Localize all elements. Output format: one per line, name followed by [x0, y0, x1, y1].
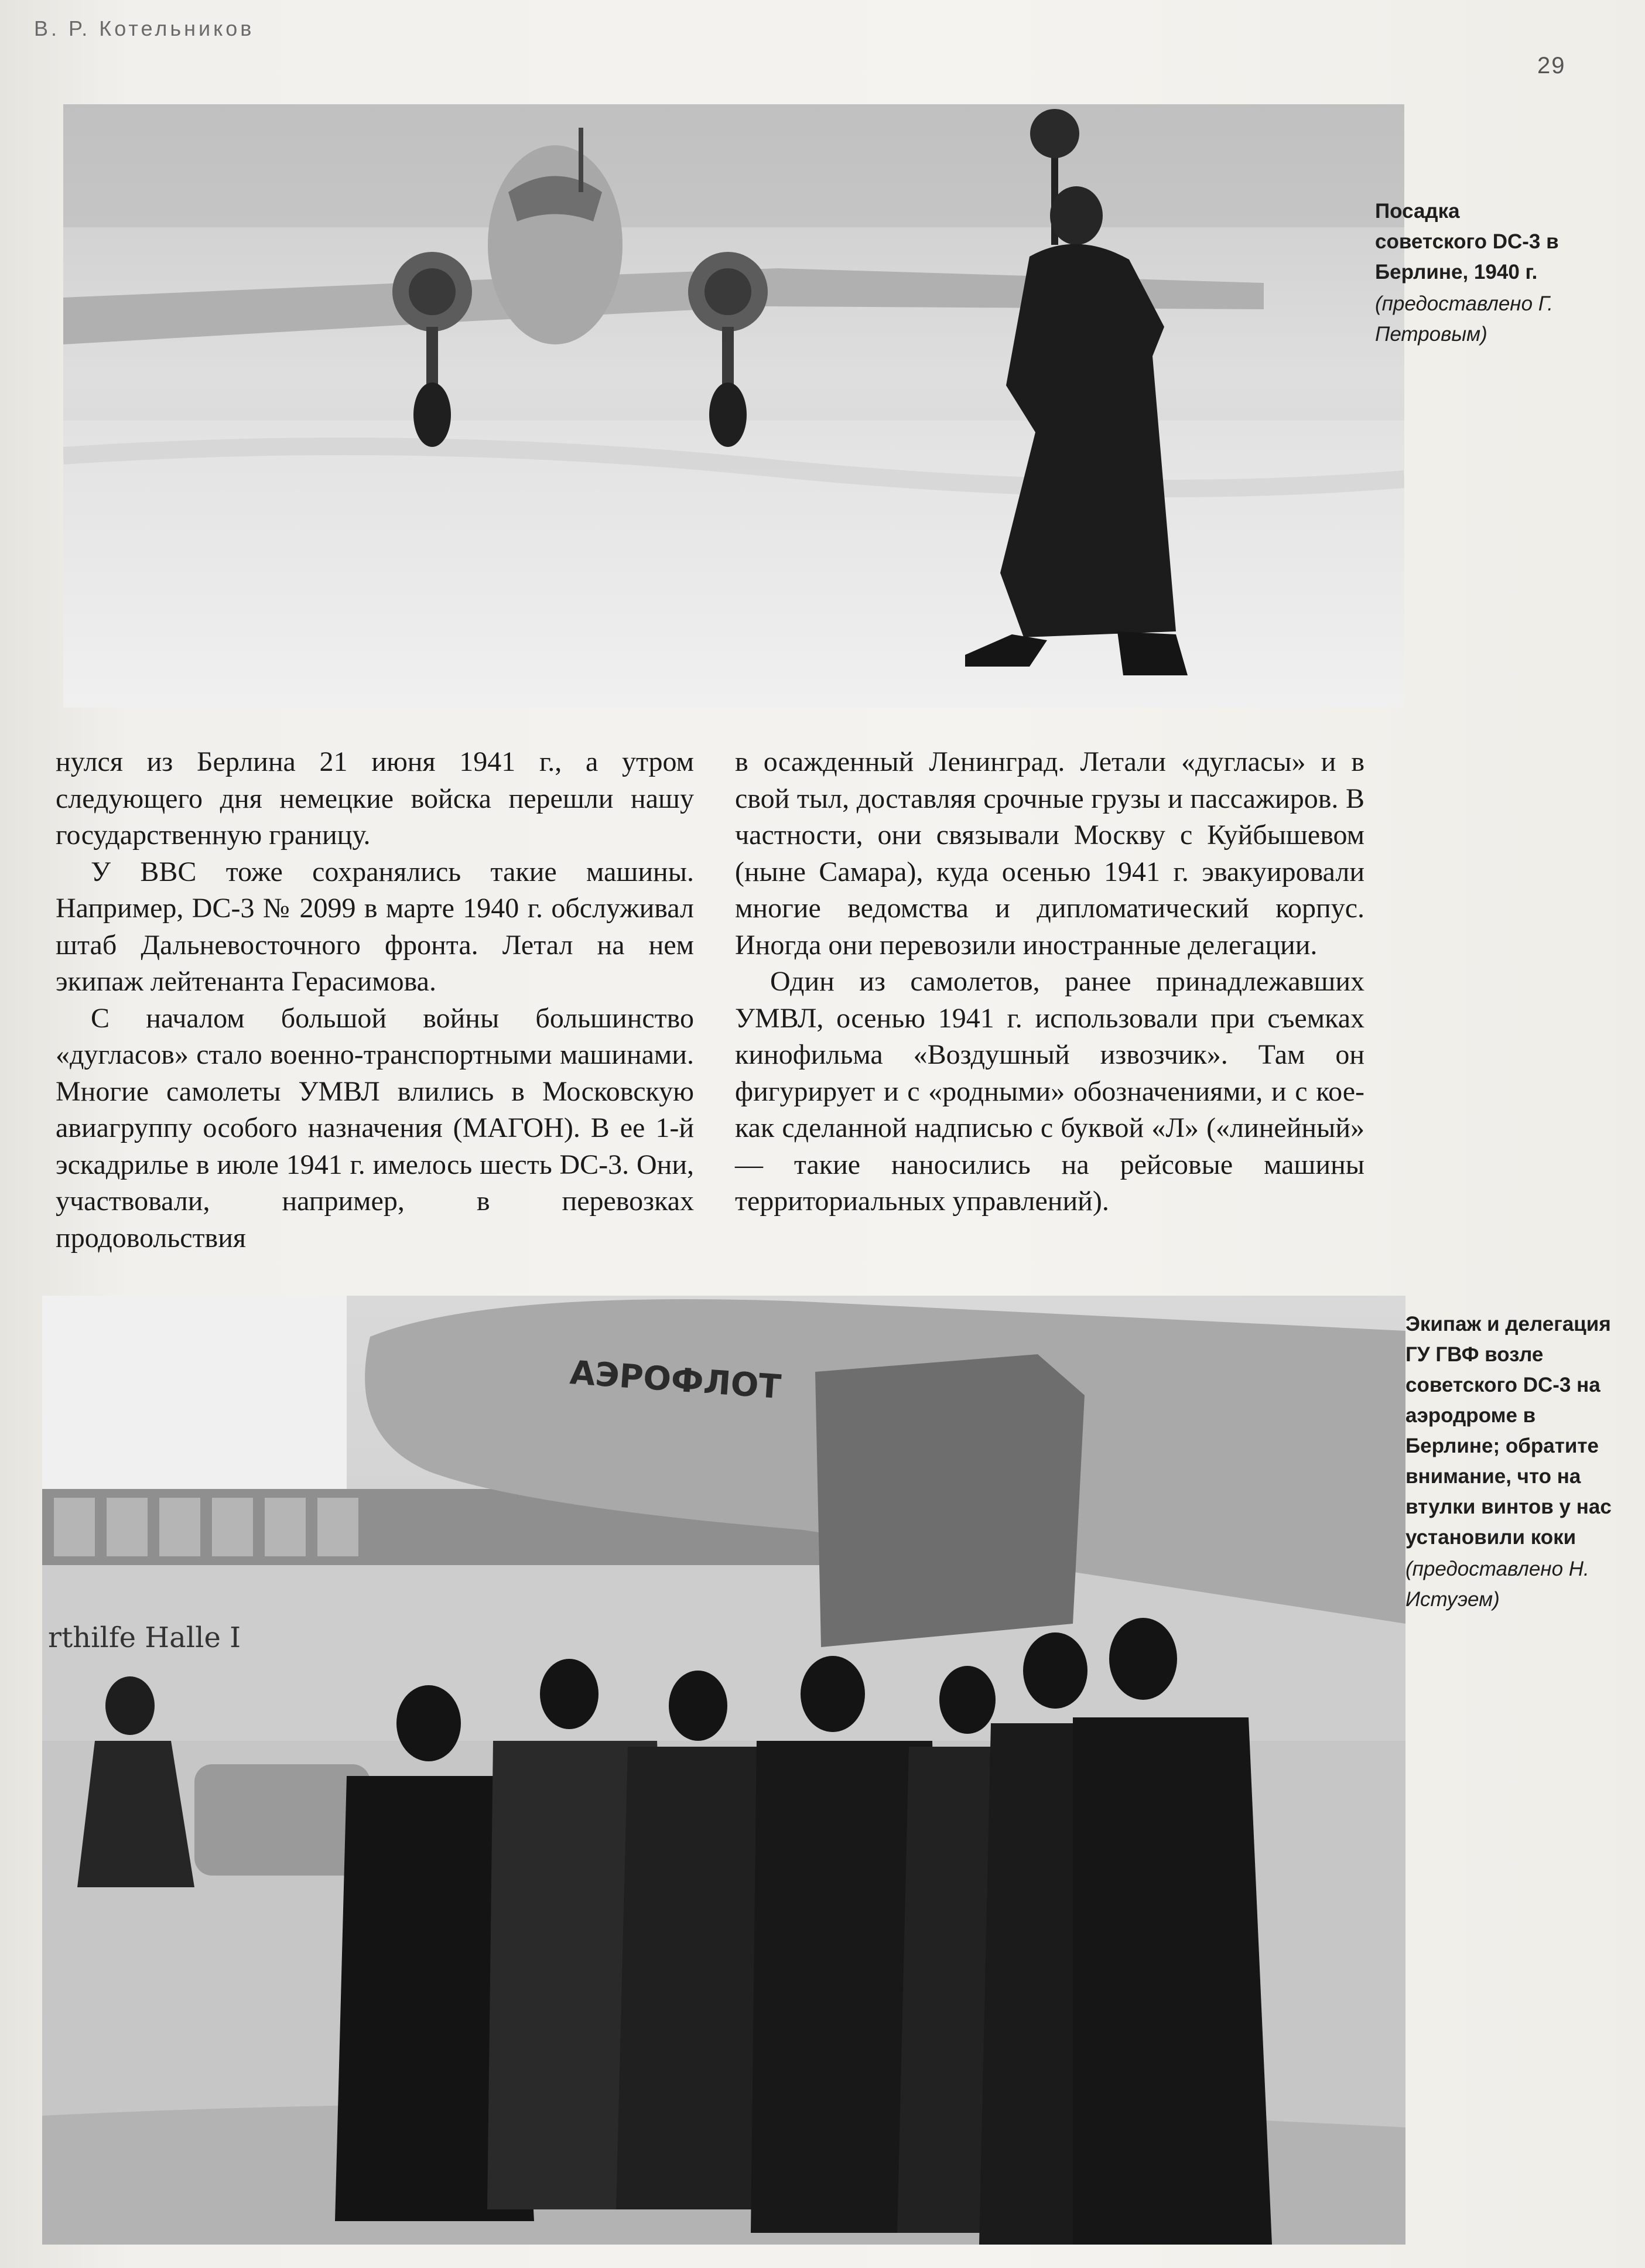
top-caption-credit: (предоставлено Г. Петровым) [1375, 292, 1554, 346]
bottom-photo-crew-delegation [42, 1296, 1405, 2245]
airplane-photo-illustration [63, 104, 1404, 708]
bottom-caption-credit: (предоставлено Н. Истуэем) [1405, 1557, 1589, 1611]
hangar-sign: rthilfe Halle I [48, 1621, 241, 1654]
top-photo-caption [1375, 196, 1568, 350]
text-column-left [56, 744, 694, 1256]
paragraph: в осажденный Ленинград. Летали «дугласы» и в свой тыл, доставляя срочные грузы и пассажиров. В частности, они связывали Москву с Куйбышевом (ныне Самара), куда осенью 1941 г. эвакуировали многие ведомства и дипломатический корпус. Иногда они перевозили иностранные делегации. [735, 746, 1364, 961]
paragraph: С началом большой войны большинство «дугласов» стало военно-транспортными машинами. Многие самолеты УМВЛ влились в Московскую авиагруппу особого назначения (МАГОН). В ее 1-й эскадрилье в июле 1941 г. имелось шесть DC-3. Они, участвовали, например, в перевозках продовольствия [56, 1002, 694, 1253]
top-caption-main: Посадка советского DC-3 в Берлине, 1940 г. [1375, 200, 1559, 284]
paragraph: У ВВС тоже сохранялись такие машины. Например, DC-3 № 2099 в марте 1940 г. обслуживал штаб Дальневосточного фронта. Летал на нем экипаж лейтенанта Герасимова. [56, 856, 694, 997]
bottom-caption-main: Экипаж и делегация ГУ ГВФ возле советского DC-3 на аэродроме в Берлине; обратите внимание, что на втулки винтов у нас установили коки [1405, 1313, 1612, 1549]
page-number: 29 [1537, 53, 1566, 78]
top-photo-landing-dc3 [63, 104, 1404, 708]
fuselage-text: АЭРОФЛОТ [569, 1354, 782, 1407]
text-column-right [735, 744, 1364, 1220]
paragraph: нулся из Берлина 21 июня 1941 г., а утром следующего дня немецкие войска перешли нашу государственную границу. [56, 746, 694, 850]
bottom-photo-caption [1405, 1309, 1622, 1615]
ground-crew-photo-illustration [42, 1296, 1405, 2245]
paragraph: Один из самолетов, ранее принадлежавших УМВЛ, осенью 1941 г. использовали при съемках кинофильма «Воздушный извозчик». Там он фигурирует и с «родными» обозначениями, и с кое-как сделанной надписью с буквой «Л» («линейный» — такие наносились на рейсовые машины территориальных управлений). [735, 966, 1364, 1217]
running-head: В. Р. Котельников [34, 16, 255, 40]
